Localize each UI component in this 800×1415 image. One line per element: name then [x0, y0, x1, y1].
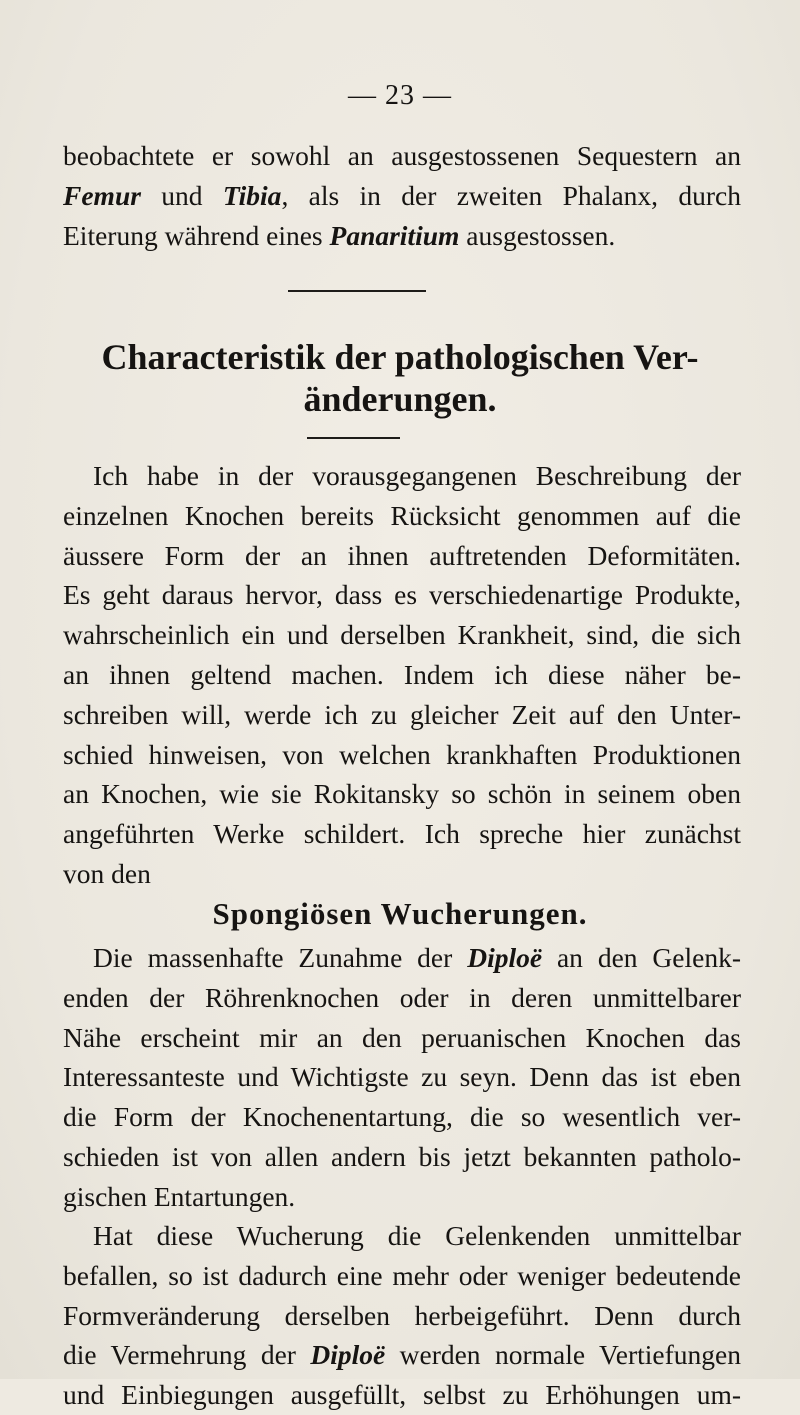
text-line: beobachtete er sowohl an ausgestossenen Sequestern an — [63, 140, 741, 171]
text-line: Eiterung während eines Panaritium ausgestossen. — [63, 219, 616, 251]
heading-underline — [307, 437, 400, 439]
text-line: Formveränderung derselben herbeigeführt. Denn durch — [63, 1299, 741, 1331]
text-line: Femur und Tibia, als in der zweiten Phalanx, durch — [63, 179, 741, 211]
text-line: an Knochen, wie sie Rokitansky so schön in seinem oben — [63, 778, 741, 810]
section-divider — [288, 290, 426, 292]
text-line: enden der Röhrenknochen oder in deren unmittelbarer — [63, 981, 741, 1013]
paragraph-1 — [63, 456, 741, 894]
heading-line: änderungen. — [303, 379, 497, 419]
text-line: die Vermehrung der Diploë werden normale Vertiefungen — [63, 1339, 741, 1371]
text-line: an ihnen geltend machen. Indem ich diese näher be- — [63, 658, 741, 690]
text-line: schieden ist von allen andern bis jetzt bekannten patholo- — [63, 1140, 741, 1172]
page-number: — 23 — — [348, 80, 452, 111]
intro-paragraph — [63, 136, 741, 255]
heading-line: Characteristik der pathologischen Ver- — [101, 337, 699, 377]
text-line: schied hinweisen, von welchen krankhaften Produktionen — [63, 738, 741, 770]
text-line: Die massenhafte Zunahme der Diploë an den Gelenk- — [93, 942, 741, 973]
text-line: äussere Form der an ihnen auftretenden Deformitäten. — [63, 539, 741, 571]
text-line: von den — [63, 857, 151, 889]
text-line: schreiben will, werde ich zu gleicher Zeit auf den Unter- — [63, 698, 741, 730]
text-line: gischen Entartungen. — [63, 1180, 296, 1212]
paragraph-3 — [63, 1216, 741, 1415]
text-line: die Form der Knochenentartung, die so wesentlich ver- — [63, 1101, 741, 1133]
italic-term: Diploë — [467, 942, 543, 973]
text-line: Interessanteste und Wichtigste zu seyn. Denn das ist eben — [63, 1061, 741, 1093]
italic-term: Femur — [63, 179, 141, 211]
paragraph-2 — [63, 938, 741, 1217]
subsection-heading: Spongiösen Wucherungen. — [212, 896, 588, 931]
text-line: Nähe erscheint mir an den peruanischen Knochen das — [63, 1021, 741, 1053]
text-line: Es geht daraus hervor, dass es verschiedenartige Produkte, — [63, 579, 741, 611]
section-heading — [0, 336, 800, 420]
text-line: einzelnen Knochen bereits Rücksicht genommen auf die — [63, 499, 741, 531]
text-line: und Einbiegungen ausgefüllt, selbst zu Erhöhungen um- — [63, 1379, 741, 1411]
text-line: Ich habe in der vorausgegangenen Beschreibung der — [93, 460, 741, 491]
text-line: befallen, so ist dadurch eine mehr oder weniger bedeutende — [63, 1259, 741, 1291]
text-line: wahrscheinlich ein und derselben Krankheit, sind, die sich — [63, 619, 741, 651]
text-line: angeführten Werke schildert. Ich spreche hier zunächst — [63, 818, 741, 850]
italic-term: Panaritium — [329, 219, 460, 251]
italic-term: Diploë — [310, 1339, 386, 1371]
text-line: Hat diese Wucherung die Gelenkenden unmittelbar — [93, 1220, 741, 1251]
italic-term: Tibia — [222, 179, 282, 211]
